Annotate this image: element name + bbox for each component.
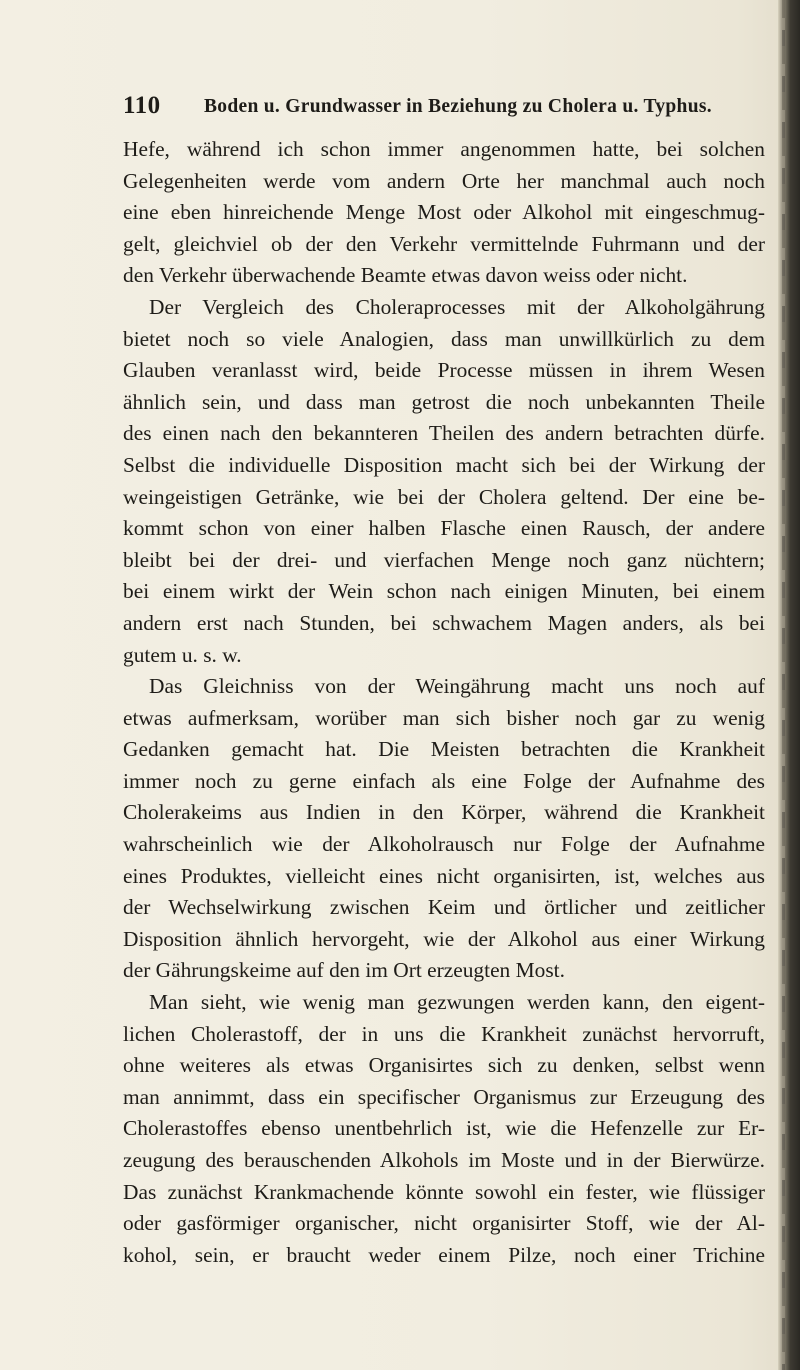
- text-line: ohne weiteres als etwas Organisirtes sich zu denken, selbst wenn: [123, 1053, 765, 1078]
- text-line: Hefe, während ich schon immer angenommen hatte, bei solchen: [123, 137, 765, 161]
- text-line: weingeistigen Getränke, wie bei der Cholera geltend. Der eine be-: [123, 484, 765, 509]
- text-line: etwas aufmerksam, worüber man sich bisher noch gar zu wenig: [123, 705, 765, 730]
- text-line: Glauben veranlasst wird, beide Processe müssen in ihrem Wesen: [123, 358, 765, 383]
- text-line: den Verkehr überwachende Beamte etwas davon weiss oder nicht.: [123, 263, 688, 288]
- text-line: Gelegenheiten werde vom andern Orte her manchmal auch noch: [123, 168, 765, 193]
- running-head: [123, 91, 763, 121]
- text-line: zeugung des berauschenden Alkohols im Moste und in der Bierwürze.: [123, 1148, 765, 1172]
- text-line: bleibt bei der drei- und vierfachen Menge noch ganz nüchtern;: [123, 547, 765, 572]
- text-line: Disposition ähnlich hervorgeht, wie der Alkohol aus einer Wirkung: [123, 926, 765, 951]
- body-text: [123, 134, 765, 1271]
- text-line: andern erst nach Stunden, bei schwachem Magen anders, als bei: [123, 610, 765, 635]
- text-line: des einen nach den bekannteren Theilen des andern betrachten dürfe.: [123, 421, 765, 446]
- binding-edge: [778, 0, 800, 1370]
- text-line: Cholerakeims aus Indien in den Körper, während die Krankheit: [123, 800, 765, 825]
- text-line: man annimmt, dass ein specifischer Organismus zur Erzeugung des: [123, 1084, 765, 1109]
- text-line: bietet noch so viele Analogien, dass man unwillkürlich zu dem: [123, 326, 765, 351]
- text-line: gelt, gleichviel ob der den Verkehr vermittelnde Fuhrmann und der: [123, 231, 765, 256]
- text-line: Cholerastoffes ebenso unentbehrlich ist, wie die Hefenzelle zur Er-: [123, 1116, 765, 1141]
- text-line: bei einem wirkt der Wein schon nach einigen Minuten, bei einem: [123, 579, 765, 604]
- text-line: immer noch zu gerne einfach als eine Folge der Aufnahme des: [123, 768, 765, 793]
- running-head-title: Boden u. Grundwasser in Beziehung zu Cholera u. Typhus.: [204, 96, 712, 117]
- text-line: kommt schon von einer halben Flasche einen Rausch, der andere: [123, 516, 765, 541]
- text-line: der Gährungskeime auf den im Ort erzeugten Most.: [123, 958, 565, 983]
- text-line: Gedanken gemacht hat. Die Meisten betrachten die Krankheit: [123, 737, 765, 762]
- page-number: 110: [123, 92, 161, 119]
- text-line: Der Vergleich des Choleraprocesses mit der Alkoholgährung: [149, 294, 765, 319]
- text-line: kohol, sein, er braucht weder einem Pilze, noch einer Trichine: [123, 1242, 765, 1267]
- text-line: Das Gleichniss von der Weingährung macht uns noch auf: [149, 674, 765, 699]
- text-line: eine eben hinreichende Menge Most oder Alkohol mit eingeschmug-: [123, 200, 765, 225]
- text-line: eines Produktes, vielleicht eines nicht organisirten, ist, welches aus: [123, 863, 765, 888]
- text-line: Man sieht, wie wenig man gezwungen werden kann, den eigent-: [149, 990, 765, 1015]
- text-line: wahrscheinlich wie der Alkoholrausch nur Folge der Aufnahme: [123, 832, 765, 857]
- text-line: oder gasförmiger organischer, nicht organisirter Stoff, wie der Al-: [123, 1211, 765, 1236]
- text-line: gutem u. s. w.: [123, 642, 242, 667]
- text-line: lichen Cholerastoff, der in uns die Krankheit zunächst hervorruft,: [123, 1021, 765, 1046]
- text-line: Selbst die individuelle Disposition macht sich bei der Wirkung der: [123, 452, 765, 477]
- text-line: Das zunächst Krankmachende könnte sowohl ein fester, wie flüssiger: [123, 1179, 765, 1204]
- text-line: der Wechselwirkung zwischen Keim und örtlicher und zeitlicher: [123, 895, 765, 920]
- text-line: ähnlich sein, und dass man getrost die noch unbekannten Theile: [123, 389, 765, 414]
